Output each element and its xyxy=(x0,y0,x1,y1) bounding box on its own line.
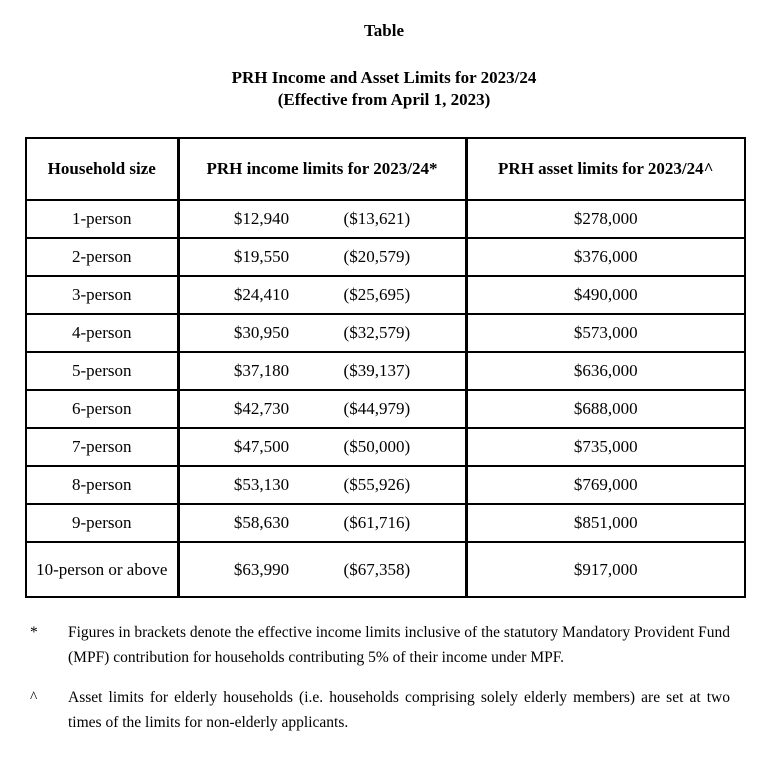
footnote-caret-marker: ^ xyxy=(30,689,38,706)
table-row xyxy=(26,390,745,428)
household-size-cell: 9-person xyxy=(26,504,178,542)
income-limit-cell xyxy=(178,314,466,352)
income-limit-cell xyxy=(178,276,466,314)
table-title-line2: (Effective from April 1, 2023) xyxy=(277,90,491,109)
table-header-row xyxy=(26,138,745,200)
income-limit-effective-value: ($39,137) xyxy=(343,361,411,380)
page-heading: Table xyxy=(363,21,404,40)
income-limit-cell xyxy=(178,466,466,504)
household-size-cell: 8-person xyxy=(26,466,178,504)
asset-limit-cell: $636,000 xyxy=(466,352,745,390)
income-limit-value: $37,180 xyxy=(233,361,290,380)
asset-limit-cell: $735,000 xyxy=(466,428,745,466)
asset-limit-cell: $769,000 xyxy=(466,466,745,504)
asset-limit-cell: $917,000 xyxy=(466,542,745,597)
asset-limit-cell: $376,000 xyxy=(466,238,745,276)
table-row xyxy=(26,200,745,238)
income-limit-value: $63,990 xyxy=(233,559,290,579)
column-header-household-size: Household size xyxy=(26,138,178,200)
income-limit-effective-value: ($61,716) xyxy=(343,513,411,532)
income-limit-effective-value: ($13,621) xyxy=(343,209,411,228)
footnote-income xyxy=(30,620,748,670)
household-size-cell: 2-person xyxy=(26,238,178,276)
table-row xyxy=(26,428,745,466)
income-limit-cell xyxy=(178,238,466,276)
table-row xyxy=(26,466,745,504)
column-header-asset-limits: PRH asset limits for 2023/24^ xyxy=(466,138,745,200)
prh-limits-table xyxy=(25,137,746,598)
footnote-asset xyxy=(30,685,748,735)
table-row xyxy=(26,504,745,542)
income-limit-effective-value: ($67,358) xyxy=(343,559,411,579)
table-row xyxy=(26,542,745,597)
income-limit-effective-value: ($50,000) xyxy=(343,437,411,456)
household-size-cell: 1-person xyxy=(26,200,178,238)
footnote-income-text: Figures in brackets denote the effective income limits inclusive of the statutory Mandatory Provident Fund (MPF) contribution for households contributing 5% of their income under MPF. xyxy=(68,624,730,666)
table-title xyxy=(0,67,768,111)
income-limit-value: $30,950 xyxy=(233,323,290,342)
household-size-cell: 7-person xyxy=(26,428,178,466)
income-limit-cell xyxy=(178,542,466,597)
income-limit-effective-value: ($55,926) xyxy=(343,475,411,494)
income-limit-effective-value: ($44,979) xyxy=(343,399,411,418)
household-size-cell: 5-person xyxy=(26,352,178,390)
asset-limit-cell: $851,000 xyxy=(466,504,745,542)
table-row xyxy=(26,276,745,314)
footnote-asset-text: Asset limits for elderly households (i.e. households comprising solely elderly members) are set at two times of the limits for non-elderly applicants. xyxy=(68,689,730,731)
income-limit-cell xyxy=(178,390,466,428)
income-limit-value: $19,550 xyxy=(233,247,290,266)
asset-limit-cell: $573,000 xyxy=(466,314,745,352)
income-limit-value: $53,130 xyxy=(233,475,290,494)
household-size-cell: 3-person xyxy=(26,276,178,314)
household-size-cell: 4-person xyxy=(26,314,178,352)
asset-limit-cell: $688,000 xyxy=(466,390,745,428)
asset-limit-cell: $490,000 xyxy=(466,276,745,314)
income-limit-value: $12,940 xyxy=(233,209,290,228)
household-size-cell: 10-person or above xyxy=(26,542,178,597)
asset-limit-cell: $278,000 xyxy=(466,200,745,238)
income-limit-value: $42,730 xyxy=(233,399,290,418)
income-limit-effective-value: ($32,579) xyxy=(343,323,411,342)
table-row xyxy=(26,238,745,276)
income-limit-value: $58,630 xyxy=(233,513,290,532)
footnote-asterisk-marker: * xyxy=(30,624,38,641)
income-limit-effective-value: ($20,579) xyxy=(343,247,411,266)
table-row xyxy=(26,314,745,352)
income-limit-value: $24,410 xyxy=(233,285,290,304)
income-limit-cell xyxy=(178,200,466,238)
income-limit-cell xyxy=(178,504,466,542)
income-limit-cell xyxy=(178,352,466,390)
household-size-cell: 6-person xyxy=(26,390,178,428)
income-limit-cell xyxy=(178,428,466,466)
income-limit-value: $47,500 xyxy=(233,437,290,456)
column-header-income-limits: PRH income limits for 2023/24* xyxy=(178,138,466,200)
income-limit-effective-value: ($25,695) xyxy=(343,285,411,304)
table-row xyxy=(26,352,745,390)
table-title-line1: PRH Income and Asset Limits for 2023/24 xyxy=(231,68,537,87)
